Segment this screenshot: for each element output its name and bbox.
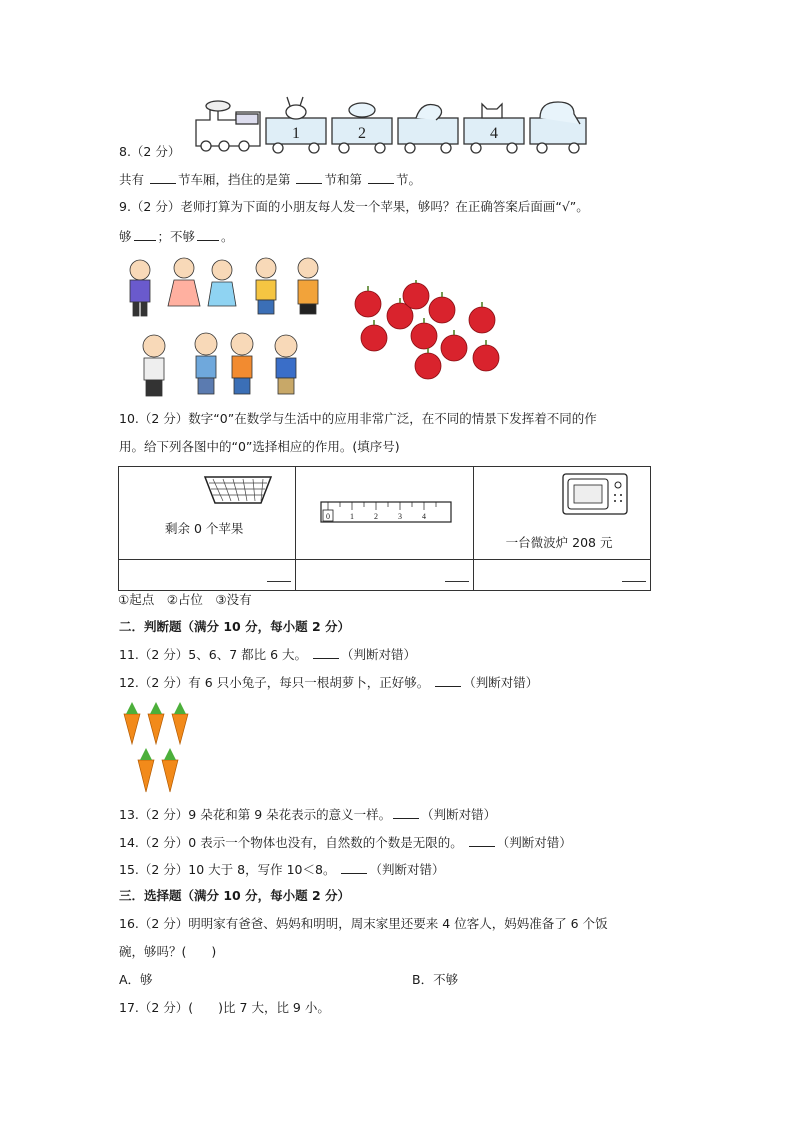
q10-cell-microwave <box>473 467 650 560</box>
q12-suffix: （判断对错） <box>463 675 539 690</box>
carrots-illustration <box>118 700 194 796</box>
q8-text-c: 节和第 <box>324 172 366 187</box>
q12 <box>119 673 538 692</box>
q10-cell-ruler <box>296 467 473 560</box>
q17: 17.（2 分）( )比 7 大，比 9 小。 <box>119 1000 330 1015</box>
q13-suffix: （判断对错） <box>421 807 497 822</box>
q8-blank-first[interactable] <box>296 170 322 184</box>
q10-answer-cell-2[interactable] <box>296 560 473 591</box>
q9-not-enough: ；不够 <box>157 229 196 244</box>
q11 <box>119 645 416 664</box>
q14-blank[interactable] <box>469 833 495 847</box>
q8-question <box>119 170 421 189</box>
q10-answer-cell-3[interactable] <box>473 560 650 591</box>
train-illustration <box>190 96 590 156</box>
q10-cell1-text: 剩余 0 个苹果 <box>165 521 244 536</box>
q8-blank-total[interactable] <box>150 170 176 184</box>
train-car-number-1: 1 <box>292 125 300 142</box>
q11-suffix: （判断对错） <box>341 647 417 662</box>
ruler-tick-0: 0 <box>326 512 331 521</box>
q9-blank-enough[interactable] <box>134 227 156 241</box>
microwave-icon <box>562 473 630 517</box>
ruler-tick-3: 3 <box>398 512 403 521</box>
q10-answer-blank-3[interactable] <box>622 581 646 582</box>
q9-answer-line <box>119 227 234 246</box>
q16-line1: 16.（2 分）明明家有爸爸、妈妈和明明，周末家里还要来 4 位客人，妈妈准备了 6 个饭 <box>119 916 608 931</box>
q11-blank[interactable] <box>313 645 339 659</box>
q10-answer-blank-2[interactable] <box>445 581 469 582</box>
q15 <box>119 860 444 879</box>
q12-text: 12.（2 分）有 6 只小兔子，每只一根胡萝卜，正好够。 <box>119 675 430 690</box>
q10-cell-basket <box>119 467 296 560</box>
q10-options: ①起点 ②占位 ③没有 <box>118 592 252 607</box>
children-illustration <box>118 254 328 400</box>
q12-blank[interactable] <box>435 673 461 687</box>
ruler-tick-2: 2 <box>374 512 379 521</box>
q10-cell3-text: 一台微波炉 208 元 <box>505 535 613 550</box>
q14-suffix: （判断对错） <box>496 835 572 850</box>
q10-question-line2: 用。给下列各图中的“0”选择相应的作用。(填序号) <box>119 439 400 454</box>
q10-answer-blank-1[interactable] <box>267 581 291 582</box>
q9-question: 9.（2 分）老师打算为下面的小朋友每人发一个苹果，够吗？在正确答案后面画“√”。 <box>119 199 589 214</box>
q9-blank-not-enough[interactable] <box>197 227 219 241</box>
train-car-number-4: 4 <box>490 125 498 142</box>
ruler-tick-1: 1 <box>350 512 355 521</box>
ruler-tick-4: 4 <box>422 512 427 521</box>
q13-text: 13.（2 分）9 朵花和第 9 朵花表示的意义一样。 <box>119 807 392 822</box>
q13-blank[interactable] <box>393 805 419 819</box>
q16-option-b[interactable]: B．不够 <box>412 972 459 987</box>
q8-text-a: 共有 <box>119 172 148 187</box>
q15-suffix: （判断对错） <box>369 862 445 877</box>
q14-text: 14.（2 分）0 表示一个物体也没有，自然数的个数是无限的。 <box>119 835 463 850</box>
section-3-heading: 三．选择题（满分 10 分，每小题 2 分） <box>119 888 351 903</box>
q8-text-b: 节车厢，挡住的是第 <box>177 172 295 187</box>
q16-line2: 碗，够吗？( ) <box>119 944 217 959</box>
train-car-number-2: 2 <box>358 125 366 142</box>
q15-text: 15.（2 分）10 大于 8，写作 10＜8。 <box>119 862 336 877</box>
q13 <box>119 805 496 824</box>
q10-table <box>118 466 651 591</box>
q8-label: 8.（2 分） <box>119 144 181 159</box>
q8-text-d: 节。 <box>395 172 421 187</box>
section-2-heading: 二．判断题（满分 10 分，每小题 2 分） <box>119 619 351 634</box>
q11-text: 11.（2 分）5、6、7 都比 6 大。 <box>119 647 308 662</box>
q15-blank[interactable] <box>341 860 367 874</box>
q16-option-a[interactable]: A．够 <box>119 972 153 987</box>
apples-illustration <box>352 280 506 382</box>
ruler-icon <box>320 501 454 523</box>
q9-end: 。 <box>221 229 234 244</box>
basket-icon <box>203 473 273 507</box>
q10-answer-cell-1[interactable] <box>119 560 296 591</box>
q10-question-line1: 10.（2 分）数字“0”在数学与生活中的应用非常广泛，在不同的情景下发挥着不同的作 <box>119 411 597 426</box>
q8-blank-second[interactable] <box>368 170 394 184</box>
q9-enough: 够 <box>119 229 132 244</box>
q14 <box>119 833 572 852</box>
